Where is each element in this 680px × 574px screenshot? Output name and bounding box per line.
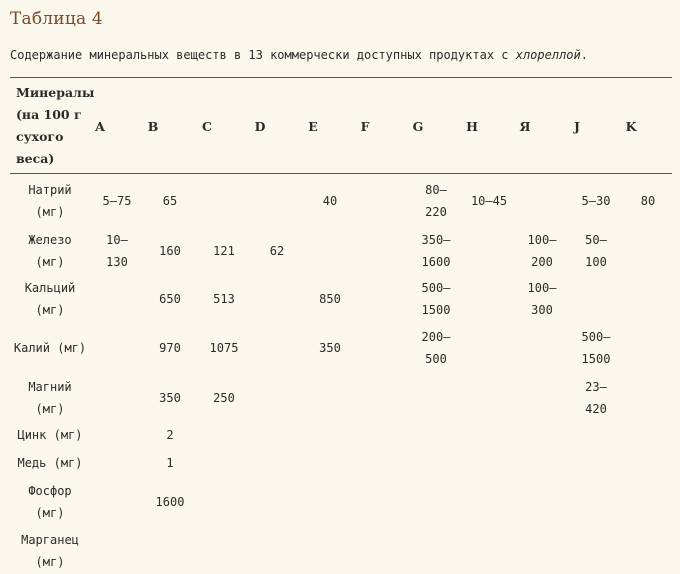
row-label: Железо (мг) <box>28 233 72 269</box>
column-header: J <box>574 119 580 134</box>
table-cell: 5–30 <box>581 194 611 208</box>
table-cell: 1600 <box>155 495 185 509</box>
row-label: Калий (мг) <box>13 341 87 355</box>
table-cell: 50– 100 <box>585 233 607 269</box>
column-header: D <box>254 119 266 134</box>
table-cell: 513 <box>213 292 235 306</box>
table-cell: 970 <box>159 341 181 355</box>
table-cell: 350 <box>319 341 341 355</box>
table-header-rule <box>10 173 672 174</box>
table-top-rule <box>10 77 672 78</box>
table-cell: 350– 1600 <box>421 233 451 269</box>
table-cell: 100– 200 <box>527 233 557 269</box>
table-cell: 23– 420 <box>585 380 607 416</box>
row-label: Медь (мг) <box>17 456 83 470</box>
table-cell: 1 <box>166 456 174 470</box>
table-cell: 100– 300 <box>527 281 557 317</box>
table-cell: 500– 1500 <box>581 330 611 366</box>
column-header: H <box>466 119 478 134</box>
column-header: K <box>625 119 637 134</box>
table-cell: 500– 1500 <box>421 281 451 317</box>
table-cell: 2 <box>166 428 174 442</box>
row-label: Цинк (мг) <box>17 428 83 442</box>
column-header: Я <box>519 119 531 134</box>
column-header: E <box>308 119 318 134</box>
row-label: Натрий (мг) <box>28 183 72 219</box>
table-cell: 160 <box>159 244 181 258</box>
table-cell: 250 <box>213 391 235 405</box>
table-cell: 62 <box>269 244 285 258</box>
column-header: C <box>202 119 212 134</box>
table-cell: 350 <box>159 391 181 405</box>
column-header: A <box>95 119 105 134</box>
row-label: Магний (мг) <box>28 380 72 416</box>
table-cell: 10–45 <box>470 194 508 208</box>
caption-end: . <box>580 48 588 62</box>
table-cell: 80– 220 <box>425 183 447 219</box>
caption-text: Содержание минеральных веществ в 13 коммерчески доступных продуктах с <box>10 48 516 62</box>
header-minerals: Минералы (на 100 г сухого веса) <box>16 85 95 166</box>
table-title: Таблица 4 <box>10 9 103 29</box>
table-cell: 80 <box>640 194 656 208</box>
row-label: Кальций (мг) <box>24 281 76 317</box>
row-label: Фосфор (мг) <box>28 484 72 520</box>
column-header: F <box>360 119 370 134</box>
table-cell: 1075 <box>209 341 239 355</box>
table-cell: 40 <box>322 194 338 208</box>
table-cell: 65 <box>162 194 178 208</box>
row-label: Марганец (мг) <box>21 533 79 569</box>
column-header: B <box>147 119 159 134</box>
table-cell: 5–75 <box>102 194 132 208</box>
caption-italic: хлореллой <box>515 48 581 62</box>
table-cell: 850 <box>319 292 341 306</box>
table-cell: 650 <box>159 292 181 306</box>
column-header: G <box>412 119 424 134</box>
table-caption <box>10 48 588 62</box>
table-cell: 10– 130 <box>106 233 128 269</box>
table-cell: 121 <box>213 244 235 258</box>
table-cell: 200– 500 <box>421 330 451 366</box>
